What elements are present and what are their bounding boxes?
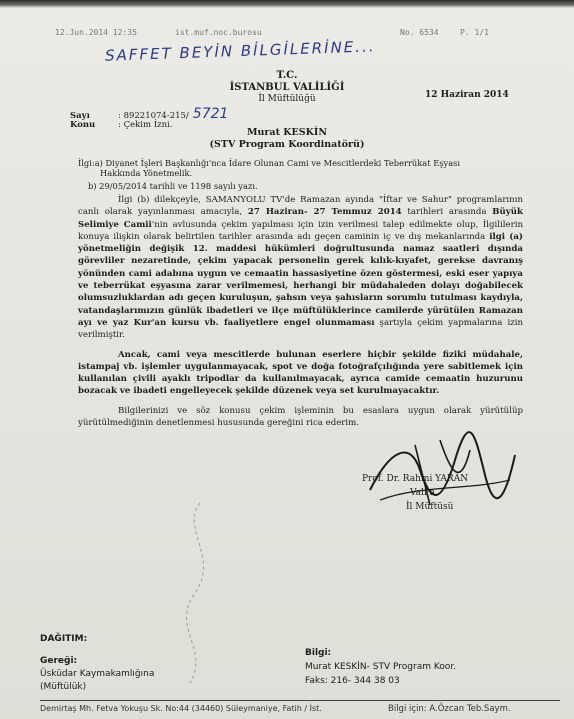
letter-body (78, 194, 523, 436)
distribution-heading: DAĞITIM: (40, 634, 88, 644)
header-tc: T.C. (276, 70, 298, 81)
signatory-office: İl Müftüsü (406, 502, 454, 512)
body-paragraph-3: Bilgilerinizi ve söz konusu çekim işleminin bu esaslara uygun olarak yürütülüp yürütülmediğinin denetlenmesi hususunda gereğini rica ederim. (78, 405, 523, 429)
fax-sender: ist.muf.noc.burosu (175, 28, 262, 37)
fax-number: No. 6534 (400, 28, 439, 37)
sayi-handwritten: 5721 (192, 106, 229, 122)
header-governorate: İSTANBUL VALİLİĞİ (229, 82, 345, 93)
margin-squiggle (170, 498, 230, 688)
document-date: 12 Haziran 2014 (425, 90, 509, 100)
ilgi-b: b) 29/05/2014 tarihli ve 1198 sayılı yazı. (88, 181, 258, 191)
addressee-role: (STV Program Koordinatörü) (209, 139, 365, 150)
fax-date: 12.Jun.2014 12:35 (55, 28, 137, 37)
footer-divider (40, 700, 560, 701)
ilgi-a-line2: Hakkında Yönetmelik. (100, 168, 193, 178)
gereği-recipient-office: (Müftülük) (40, 682, 87, 692)
signatory-title: Vali a. (410, 488, 438, 498)
body-paragraph-2: Ancak, cami veya mescitlerde bulunan eserlere hiçbir şekilde fiziki müdahale, istampaj vb. işlemler uygulanmayacak, spot ve doğa fotoğrafçılığında yere sabitlemek için kullanılan çivili ayaklı tripodlar da kullanılmayacak, ayrıca camide cemaatin huzurunu bozacak ve ibadeti engelleyecek şekilde düzenek veya set kurulmayacaktır. (78, 349, 523, 397)
footer-contact: Bilgi için: A.Özcan Teb.Saym. (388, 704, 511, 714)
footer-address: Demirtaş Mh. Fetva Yokuşu Sk. No:44 (34460) Süleymaniye, Fatih / İst. (40, 704, 322, 713)
page-edge-shadow (0, 0, 574, 8)
sayi-label: Sayı (70, 111, 90, 121)
ilgi-a-line1: İlgi:a) Diyanet İşleri Başkanlığı'nca İdare Olunan Cami ve Mescitlerdeki Teberrükat Eşyası (78, 158, 461, 168)
gereği-recipient: Üsküdar Kaymakamlığına (40, 669, 155, 679)
konu-value: : Çekim İzni. (118, 120, 173, 130)
addressee-name: Murat KESKİN (246, 127, 328, 138)
ilgi-a (78, 158, 518, 178)
signatory-name: Prof. Dr. Rahmi YARAN (362, 474, 469, 484)
sayi-value: : 89221074-215/ (118, 111, 189, 121)
handwritten-note: SAFFET BEYİN BİLGİLERİNE... (104, 37, 376, 65)
konu-label: Konu (70, 120, 96, 130)
bilgi-fax: Faks: 216- 344 38 03 (305, 676, 400, 686)
body-paragraph-1: İlgi (b) dilekçeyle, SAMANYOLU TV'de Ramazan ayında "İftar ve Sahur" programlarının canlı olarak yayınlanması amacıyla, 27 Haziran- 27 Temmuz 2014 tarihleri arasında Büyük Selimiye Camii'nin avlusunda çekim yapılması için izin verilmesi talep edilmekte olup, İlgililerin konuya ilişkin olarak belirtilen tarihler arasında adı geçen caminin iç ve dış mekanlarında ilgi (a) yönetmeliğin değişik 12. maddesi hükümleri doğrultusunda namaz saatleri dışında görevliler nezaretinde, çekim yapacak personelin gerek kılık-kıyafet, gerekse davranış yönünden cami adabına uygun ve cemaatin hassasiyetine özen göstermesi, eski eser yapıya ve teberrükat eşyasına zarar verilmemesi, herhangi bir müdahaleden dolayı doğabilecek olumsuzluklardan adı geçen kuruluşun, şahsın veya şahısların sorumlu tutulması kaydıyla, vatandaşlarımızın günlük ibadetleri ve ilçe müftülüklerince camilerde yürütülen Ramazan ayı ve yaz Kur'an kursu vb. faaliyetlere engel olunmaması şartıyla çekim yapmalarına izin verilmiştir. (78, 195, 524, 341)
gereği-label: Gereği: (40, 656, 78, 666)
bilgi-label: Bilgi: (305, 648, 332, 658)
bilgi-recipient: Murat KESKİN- STV Program Koor. (305, 662, 457, 672)
header-office: İl Müftülüğü (258, 94, 316, 104)
fax-page: P. 1/1 (460, 28, 489, 37)
